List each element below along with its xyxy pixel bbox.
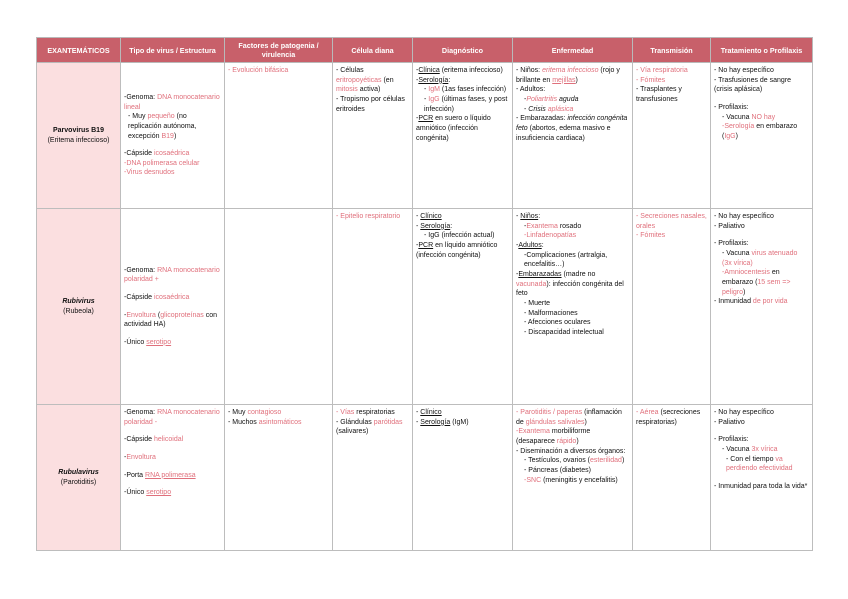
enfermedad-cell: - Niños: -Exantema rosado -Linfadenopatías -Adultos: -Complicaciones (artralgia, encefalitis…) -Embarazadas (madre no vacunada): infección congénita del feto - Muerte - Malformaciones - Afecciones oculares - Discapacidad intelectual [513,209,633,405]
table-row [37,63,813,209]
table-row [37,209,813,405]
header-diagnostico: Diagnóstico [413,38,513,63]
diagnostico-cell: - Clínico - Serología: - IgG (infección actual) -PCR en líquido amniótico (infección congénita) [413,209,513,405]
tratamiento-cell: - No hay específico - Paliativo - Profilaxis: - Vacuna 3x vírica - Con el tiempo va perdiendo efectividad - Inmunidad para toda la vida* [711,405,813,551]
header-factores: Factores de patogenia / virulencia [225,38,333,63]
enfermedad-cell: - Niños: eritema infeccioso (rojo y brillante en mejillas) - Adultos: -Poliartritis aguda - Crisis aplásica - Embarazadas: infección congénita feto (abortos, edema masivo e insuficiencia cardiaca) [513,63,633,209]
header-row [37,38,813,63]
tratamiento-cell: - No hay específico - Trasfusiones de sangre (crisis aplásica) - Profilaxis: - Vacuna NO hay -Serología en embarazo (IgG) [711,63,813,209]
transmision-cell: - Aérea (secreciones respiratorias) [633,405,711,551]
header-exantematicos: EXANTEMÁTICOS [37,38,121,63]
tipo-cell: -Genoma: RNA monocatenario polaridad + -Cápside icosaédrica -Envoltura (glicoproteínas con actividad HA) -Único serotipo [121,209,225,405]
header-celula: Célula diana [333,38,413,63]
tipo-cell: -Genoma: DNA monocatenario lineal - Muy pequeño (no replicación autónoma, excepción B19) -Cápside icosaédrica -DNA polimerasa celular -Virus desnudos [121,63,225,209]
diagnostico-cell: - Clínico - Serología (IgM) [413,405,513,551]
celula-cell: - Vías respiratorias - Glándulas parótidas (salivares) [333,405,413,551]
header-tipo: Tipo de virus / Estructura [121,38,225,63]
transmision-cell: - Vía respiratoria - Fómites - Trasplantes y transfusiones [633,63,711,209]
tratamiento-cell: - No hay específico - Paliativo - Profilaxis: - Vacuna virus atenuado (3x vírica) -Amniocentesis en embarazo (15 sem => peligro) - Inmunidad de por vida [711,209,813,405]
exantematicos-table [36,37,813,551]
header-enfermedad: Enfermedad [513,38,633,63]
header-transmision: Transmisión [633,38,711,63]
virus-name-cell: Rubivirus (Rubeola) [37,209,121,405]
tipo-cell: -Genoma: RNA monocatenario polaridad - -Cápside helicoidal -Envoltura -Porta RNA polimerasa -Único serotipo [121,405,225,551]
transmision-cell: - Secreciones nasales, orales - Fómites [633,209,711,405]
factores-cell [225,209,333,405]
virus-name-cell: Parvovirus B19 (Eritema infeccioso) [37,63,121,209]
factores-cell: - Muy contagioso - Muchos asintomáticos [225,405,333,551]
celula-cell: - Epitelio respiratorio [333,209,413,405]
enfermedad-cell: - Parotiditis / paperas (inflamación de glándulas salivales) -Exantema morbiliforme (desaparece rápido) - Diseminación a diversos órganos: - Testículos, ovarios (esterilidad) - Páncreas (diabetes) -SNC (meningitis y encefalitis) [513,405,633,551]
virus-name-cell: Rubulavirus (Parotiditis) [37,405,121,551]
header-tratamiento: Tratamiento o Profilaxis [711,38,813,63]
table-row [37,405,813,551]
diagnostico-cell: -Clínica (eritema infeccioso) -Serología: - IgM (1as fases infección) - IgG (últimas fases, y post infección) -PCR en suero o líquido amniótico (infección congénita) [413,63,513,209]
factores-cell: - Evolución bifásica [225,63,333,209]
celula-cell: - Células eritropoyéticas (en mitosis activa) - Tropismo por células eritroides [333,63,413,209]
